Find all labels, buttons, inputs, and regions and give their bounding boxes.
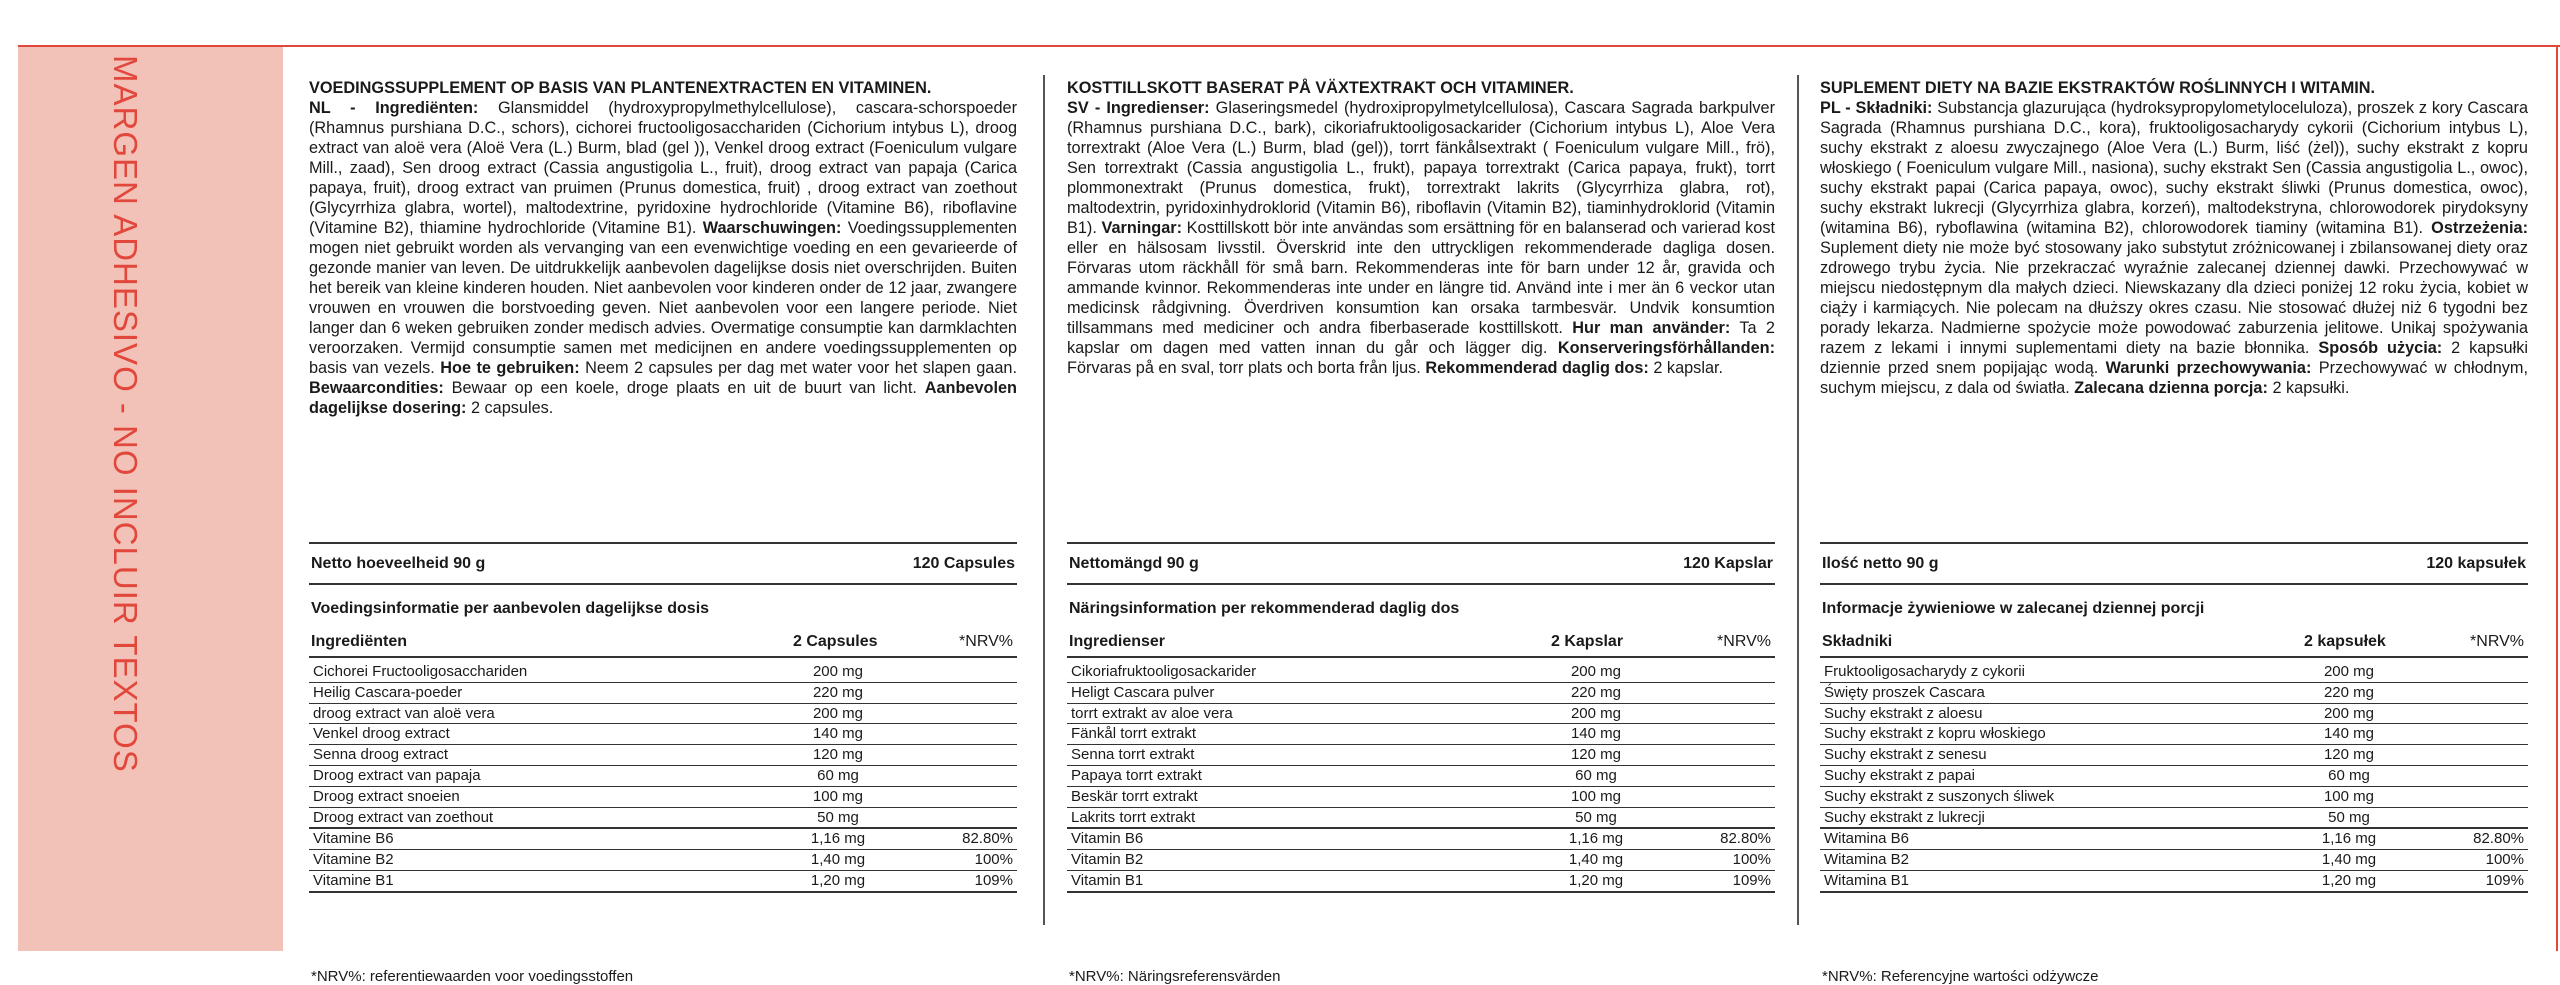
warnings-label: Waarschuwingen:: [702, 219, 842, 237]
table-row: [1067, 829, 1775, 850]
row-ingredient: Vitamin B6: [1071, 830, 1144, 848]
row-ingredient: Witamina B2: [1824, 851, 1910, 869]
table-row: [1067, 871, 1775, 893]
warnings-text: Suplement diety nie może być stosowany jako substytut zróżnicowanej i zbilansowanej diety oraz zdrowego trybu życia. Nie przekraczać wyraźnie zalecanej dziennej dawki. Przechowywać w miejscu niedostępnym dla małych dzieci. Niewskazany dla dzieci poniżej 12 roku życia, kobiet w ciąży i karmiących. Nie polecam na dłuższy okres czasu. Nie stosować dłużej niż 6 tygodni bez porady lekarza. Nadmierne spożycie może powodować zaburzenia jelitowe. Unikaj spożywania razem z lekami i innymi suplementami diety na bazie błonnika.: [1820, 239, 2528, 357]
row-ingredient: Cichorei Fructooligosacchariden: [313, 663, 528, 680]
warnings-text: Voedingssupplementen mogen niet gebruikt worden als vervanging van een evenwichtige voeding en een gevarieerde of gezonde manier van leven. De uitdrukkelijk aanbevolen dagelijkse dosis niet overschrijden. Buiten het bereik van kleine kinderen houden. Niet aanbevolen voor kinderen onder de 12 jaar, zwangere vrouwen en vrouwen die borstvoeding geven. Niet aanbevolen voor een langere periode. Niet langer dan 6 weken gebruiken zonder medisch advies. Overmatige consumptie kan darmklachten veroorzaken. Vermijd consumptie samen met medicijnen en andere voedingssupplementen op basis van vezels.: [309, 219, 1017, 377]
ingredients-text: Substancja glazurująca (hydroksypropylometylocelulozа), proszek z kory Cascara Sagrada (Rhamnus purshiana D.C., kora), fruktooligosacharydy cykorii (Cichorium intybus L), suchy ekstrakt z aloesu zwyczajnego (Aloe Vera (L.) Burm, liść (żel)), suchy ekstrakt z kopru włoskiego ( Foeniculum vulgare Mill., nasiona), suchy ekstrakt Sen (Cassia angustigolia L., owoc), suchy ekstrakt papai (Carica papaya, owoc), suchy ekstrakt śliwki (Prunus domestica, owoc), suchy ekstrakt lukrecji (Glycyrrhiza glabra, korzeń), maltodekstryna, chlorowodorek pirydoksyny (witamina B6), ryboflawina (witamina B2), chlorowodorek tiaminy (witamina B1).: [1820, 99, 2529, 237]
row-amount: 100 mg: [2323, 787, 2375, 805]
table-row: [309, 871, 1017, 893]
table-row: [1820, 787, 2528, 808]
row-ingredient: torrt extrakt av aloe vera: [1071, 704, 1233, 722]
row-nrv: 109%: [974, 871, 1013, 889]
row-ingredient: Fruktooligosacharydy z cykorii: [1824, 663, 2025, 680]
row-ingredient: Senna droog extract: [313, 746, 449, 764]
header-nrv: *NRV%: [959, 633, 1013, 650]
frame-right-border: [2556, 45, 2558, 951]
net-quantity-bar: [1820, 542, 2528, 585]
row-nrv: 82.80%: [2473, 830, 2524, 848]
label-column: [309, 78, 1018, 985]
table-row: [309, 683, 1017, 704]
usage-label: Hur man använder:: [1572, 319, 1731, 337]
row-ingredient: Vitamine B1: [313, 871, 394, 889]
row-amount: 50 mg: [1575, 808, 1617, 826]
row-ingredient: Cikoriafruktooligosackarider: [1071, 663, 1257, 680]
row-amount: 60 mg: [817, 766, 859, 784]
row-ingredient: Beskär torrt extrakt: [1071, 787, 1198, 805]
row-amount: 120 mg: [1570, 746, 1622, 764]
table-row: [1820, 724, 2528, 745]
product-title: VOEDINGSSUPPLEMENT OP BASIS VAN PLANTENEXTRACTEN EN VITAMINEN.: [309, 79, 932, 97]
row-amount: 1,20 mg: [1568, 871, 1624, 889]
table-row: [1820, 829, 2528, 850]
row-amount: 50 mg: [2328, 808, 2370, 826]
storage-label: Bewaarcondities:: [309, 379, 444, 397]
net-quantity-label: Nettomängd 90 g: [1069, 554, 1199, 572]
product-title: KOSTTILLSKOTT BASERAT PÅ VÄXTEXTRAKT OCH VITAMINER.: [1067, 79, 1574, 97]
table-row: [309, 662, 1017, 683]
row-ingredient: Senna torrt extrakt: [1071, 746, 1195, 764]
frame-top-border: [18, 45, 2560, 47]
storage-label: Konserveringsförhållanden:: [1557, 339, 1775, 357]
net-quantity-value: 120 Kapslar: [1683, 554, 1773, 572]
warnings-label: Ostrzeżenia:: [2431, 219, 2528, 237]
nutrition-table-body: [1820, 662, 2528, 893]
table-row: [309, 787, 1017, 808]
row-amount: 1,16 mg: [810, 830, 866, 848]
row-amount: 1,20 mg: [810, 871, 866, 889]
row-ingredient: Suchy ekstrakt z suszonych śliwek: [1824, 787, 2055, 805]
table-row: [1820, 766, 2528, 787]
table-row: [309, 829, 1017, 850]
row-ingredient: Lakrits torrt extrakt: [1071, 808, 1196, 826]
row-amount: 200 mg: [812, 663, 864, 680]
row-ingredient: Fänkål torrt extrakt: [1071, 725, 1197, 743]
net-quantity-bar: [1067, 542, 1775, 585]
row-amount: 1,40 mg: [810, 851, 866, 869]
row-amount: 100 mg: [812, 787, 864, 805]
row-nrv: 100%: [974, 851, 1013, 869]
row-amount: 1,20 mg: [2321, 871, 2377, 889]
row-ingredient: Witamina B1: [1824, 871, 1910, 889]
table-row: [1820, 850, 2528, 871]
usage-text: 2 kapsułki dziennie przed snem popijając wodą.: [1820, 339, 2528, 377]
row-ingredient: Suchy ekstrakt z papai: [1824, 766, 1975, 784]
table-row: [1067, 724, 1775, 745]
row-ingredient: Witamina B6: [1824, 830, 1910, 848]
table-row: [1067, 704, 1775, 725]
nrv-footnote: *NRV%: Näringsreferensvärden: [1069, 968, 1281, 985]
row-nrv: 109%: [1732, 871, 1771, 889]
header-dose: 2 kapsułek: [2304, 633, 2386, 650]
row-nrv: 100%: [1732, 851, 1771, 869]
product-description: [309, 78, 1017, 418]
ingredients-label: PL - Składniki:: [1820, 99, 1933, 117]
nrv-footnote: *NRV%: referentiewaarden voor voedingsstoffen: [311, 968, 634, 985]
row-ingredient: Suchy ekstrakt z senesu: [1824, 746, 1987, 764]
table-row: [1820, 871, 2528, 893]
dose-text: 2 capsules.: [466, 399, 554, 417]
row-ingredient: droog extract van aloë vera: [313, 704, 495, 722]
storage-text: Przechowywać w chłodnym, suchym miejscu, z dala od światła.: [1820, 359, 2528, 397]
net-quantity-label: Ilość netto 90 g: [1822, 554, 1939, 572]
product-description: [1820, 78, 2528, 398]
header-ingredients: Ingrediënten: [311, 633, 408, 650]
ingredients-label: NL - Ingrediënten:: [309, 99, 479, 117]
header-dose: 2 Kapslar: [1551, 633, 1624, 650]
table-row: [1820, 704, 2528, 725]
usage-label: Hoe te gebruiken:: [440, 359, 580, 377]
ingredients-label: SV - Ingredienser:: [1067, 99, 1210, 117]
row-ingredient: Vitamine B6: [313, 830, 394, 848]
table-row: [1820, 683, 2528, 704]
row-amount: 220 mg: [812, 683, 864, 701]
row-nrv: 109%: [2485, 871, 2524, 889]
row-amount: 60 mg: [1575, 766, 1617, 784]
ingredients-text: Glansmiddel (hydroxypropylmethylcellulose), cascara-schorspoeder (Rhamnus purshiana D.C., schors), cichorei fructooligosacchariden (Cichorium intybus L), droog extract van aloë vera (Aloë Vera (L.) Burm, blad (gel )), Venkel droog extract (Foeniculum vulgare Mill., zaad), Sen droog extract (Cassia angustigolia L., fruit), droog extract van papaja (Carica papaya, fruit), droog extract van pruimen (Prunus domestica, fruit) , droog extract van zoethout (Glycyrrhiza glabra, wortel), maltodextrine, pyridoxine hydrochloride (Vitamine B6), riboflavine (Vitamine B2), thiamine hydrochloride (Vitamine B1).: [309, 99, 1017, 237]
row-ingredient: Heilig Cascara-poeder: [313, 683, 463, 701]
row-ingredient: Suchy ekstrakt z lukrecji: [1824, 808, 1985, 826]
nutrition-info-title: Näringsinformation per rekommenderad daglig dos: [1069, 600, 1460, 617]
row-amount: 200 mg: [812, 704, 864, 722]
table-row: [1067, 787, 1775, 808]
table-row: [1067, 662, 1775, 683]
row-ingredient: Vitamin B1: [1071, 871, 1144, 889]
product-description: [1067, 78, 1775, 378]
table-row: [309, 704, 1017, 725]
header-ingredients: Składniki: [1822, 633, 1893, 650]
warnings-label: Varningar:: [1101, 219, 1183, 237]
dose-label: Zalecana dzienna porcja:: [2074, 379, 2268, 397]
product-title: SUPLEMENT DIETY NA BAZIE EKSTRAKTÓW ROŚLINNYCH I WITAMIN.: [1820, 79, 2376, 97]
table-row: [309, 724, 1017, 745]
row-ingredient: Venkel droog extract: [313, 725, 450, 743]
net-quantity-bar: [309, 542, 1017, 585]
row-amount: 200 mg: [2323, 663, 2375, 680]
nrv-footnote: *NRV%: Referencyjne wartości odżywcze: [1822, 968, 2099, 985]
row-amount: 1,40 mg: [2321, 851, 2377, 869]
header-ingredients: Ingredienser: [1069, 633, 1166, 650]
dose-text: 2 kapsułki.: [2267, 379, 2350, 397]
row-nrv: 82.80%: [1720, 830, 1771, 848]
table-row: [1820, 808, 2528, 830]
row-amount: 60 mg: [2328, 766, 2370, 784]
row-amount: 200 mg: [2323, 704, 2375, 722]
label-column: [1820, 78, 2529, 985]
row-amount: 1,16 mg: [1568, 830, 1624, 848]
table-row: [309, 745, 1017, 766]
usage-text: Ta 2 kapslar om dagen med vatten innan du går och lägger dig.: [1067, 319, 1775, 357]
header-nrv: *NRV%: [2470, 633, 2524, 650]
row-amount: 140 mg: [1570, 725, 1622, 743]
row-ingredient: Droog extract van zoethout: [313, 808, 494, 826]
row-amount: 200 mg: [1570, 663, 1622, 680]
net-quantity-value: 120 kapsułek: [2426, 554, 2526, 572]
row-ingredient: Droog extract van papaja: [313, 766, 481, 784]
header-dose: 2 Capsules: [793, 633, 878, 650]
row-ingredient: Święty proszek Cascara: [1824, 683, 1985, 701]
row-ingredient: Heligt Cascara pulver: [1071, 683, 1215, 701]
usage-text: Neem 2 capsules per dag met water voor het slapen gaan.: [579, 359, 1017, 377]
table-row: [1820, 745, 2528, 766]
row-ingredient: Vitamine B2: [313, 851, 394, 869]
warnings-text: Kosttillskott bör inte användas som ersättning för en balanserad och varierad kost eller en hälsosam livsstil. Överskrid inte den uttryckligen rekommenderade dagliga dosen. Förvaras utom räckhåll för små barn. Rekommenderas inte för barn under 12 år, gravida och ammande kvinnor. Rekommenderas inte under en längre tid. Använd inte i mer än 6 veckor utan medicinsk rådgivning. Överdriven konsumtion kan orsaka tarmbesvär. Undvik konsumtion tillsammans med mediciner och andra fiberbaserade kosttillskott.: [1067, 219, 1776, 337]
table-row: [309, 766, 1017, 787]
dose-text: 2 kapslar.: [1648, 359, 1724, 377]
row-amount: 1,40 mg: [1568, 851, 1624, 869]
row-amount: 100 mg: [1570, 787, 1622, 805]
adhesive-margin-strip: [18, 45, 283, 951]
nutrition-table-header: [1820, 630, 2528, 658]
table-row: [309, 850, 1017, 871]
row-amount: 220 mg: [1570, 683, 1622, 701]
row-ingredient: Suchy ekstrakt z aloesu: [1824, 704, 1983, 722]
table-row: [1067, 808, 1775, 830]
row-amount: 1,16 mg: [2321, 830, 2377, 848]
table-row: [1067, 745, 1775, 766]
nutrition-table-body: [309, 662, 1017, 893]
row-nrv: 82.80%: [962, 830, 1013, 848]
row-amount: 120 mg: [812, 746, 864, 764]
nutrition-info-title: Voedingsinformatie per aanbevolen dagelijkse dosis: [311, 600, 710, 617]
row-amount: 140 mg: [2323, 725, 2375, 743]
table-row: [1067, 766, 1775, 787]
storage-label: Warunki przechowywania:: [2105, 359, 2312, 377]
row-amount: 140 mg: [812, 725, 864, 743]
row-nrv: 100%: [2485, 851, 2524, 869]
row-ingredient: Droog extract snoeien: [313, 787, 460, 805]
table-row: [1067, 850, 1775, 871]
usage-label: Sposób użycia:: [2318, 339, 2443, 357]
table-row: [1820, 662, 2528, 683]
storage-text: Bewaar op een koele, droge plaats en uit de buurt van licht.: [443, 379, 917, 397]
net-quantity-label: Netto hoeveelheid 90 g: [311, 554, 486, 572]
row-amount: 220 mg: [2323, 683, 2375, 701]
dose-label: Rekommenderad daglig dos:: [1425, 359, 1649, 377]
ingredients-text: Glaseringsmedel (hydroxipropylmetylcellulosa), Cascara Sagrada barkpulver (Rhamnus purshiana D.C., bark), cikoriafruktooligosackarider (Cichorium intybus L), Aloe Vera torrextrakt (Aloe Vera (L.) Burm, blad (gel)), torrt fänkålsextrakt ( Foeniculum vulgare Mill., frö), Sen torrextrakt (Cassia angustigolia L., frukt), papaya torrextrakt (Carica papaya, frukt), torrt plommonextrakt (Prunus domestica, frukt), torrextrakt lakrits (Glycyrrhiza glabra, rot), maltodextrin, pyridoxinhydroklorid (Vitamin B6), riboflavin (Vitamin B2), tiaminhydroklorid (Vitamin B1).: [1067, 99, 1775, 237]
header-nrv: *NRV%: [1717, 633, 1771, 650]
row-ingredient: Papaya torrt extrakt: [1071, 766, 1202, 784]
label-column: [1067, 78, 1776, 985]
adhesive-margin-label: MARGEN ADHESIVO - NO INCLUIR TEXTOS: [107, 55, 144, 773]
nutrition-table-header: [1067, 630, 1775, 658]
row-amount: 50 mg: [817, 808, 859, 826]
column-divider: [1043, 75, 1045, 925]
row-amount: 200 mg: [1570, 704, 1622, 722]
nutrition-info-title: Informacje żywieniowe w zalecanej dziennej porcji: [1822, 600, 2205, 617]
row-amount: 120 mg: [2323, 746, 2375, 764]
dose-label: Aanbevolen dagelijkse dosering:: [309, 379, 1018, 417]
table-row: [309, 808, 1017, 830]
table-row: [1067, 683, 1775, 704]
net-quantity-value: 120 Capsules: [912, 554, 1015, 572]
storage-text: Förvaras på en sval, torr plats och borta från ljus.: [1067, 359, 1421, 377]
row-ingredient: Vitamin B2: [1071, 851, 1144, 869]
row-ingredient: Suchy ekstrakt z kopru włoskiego: [1824, 725, 2046, 743]
column-divider: [1797, 75, 1799, 925]
nutrition-table-body: [1067, 662, 1775, 893]
nutrition-table-header: [309, 630, 1017, 658]
